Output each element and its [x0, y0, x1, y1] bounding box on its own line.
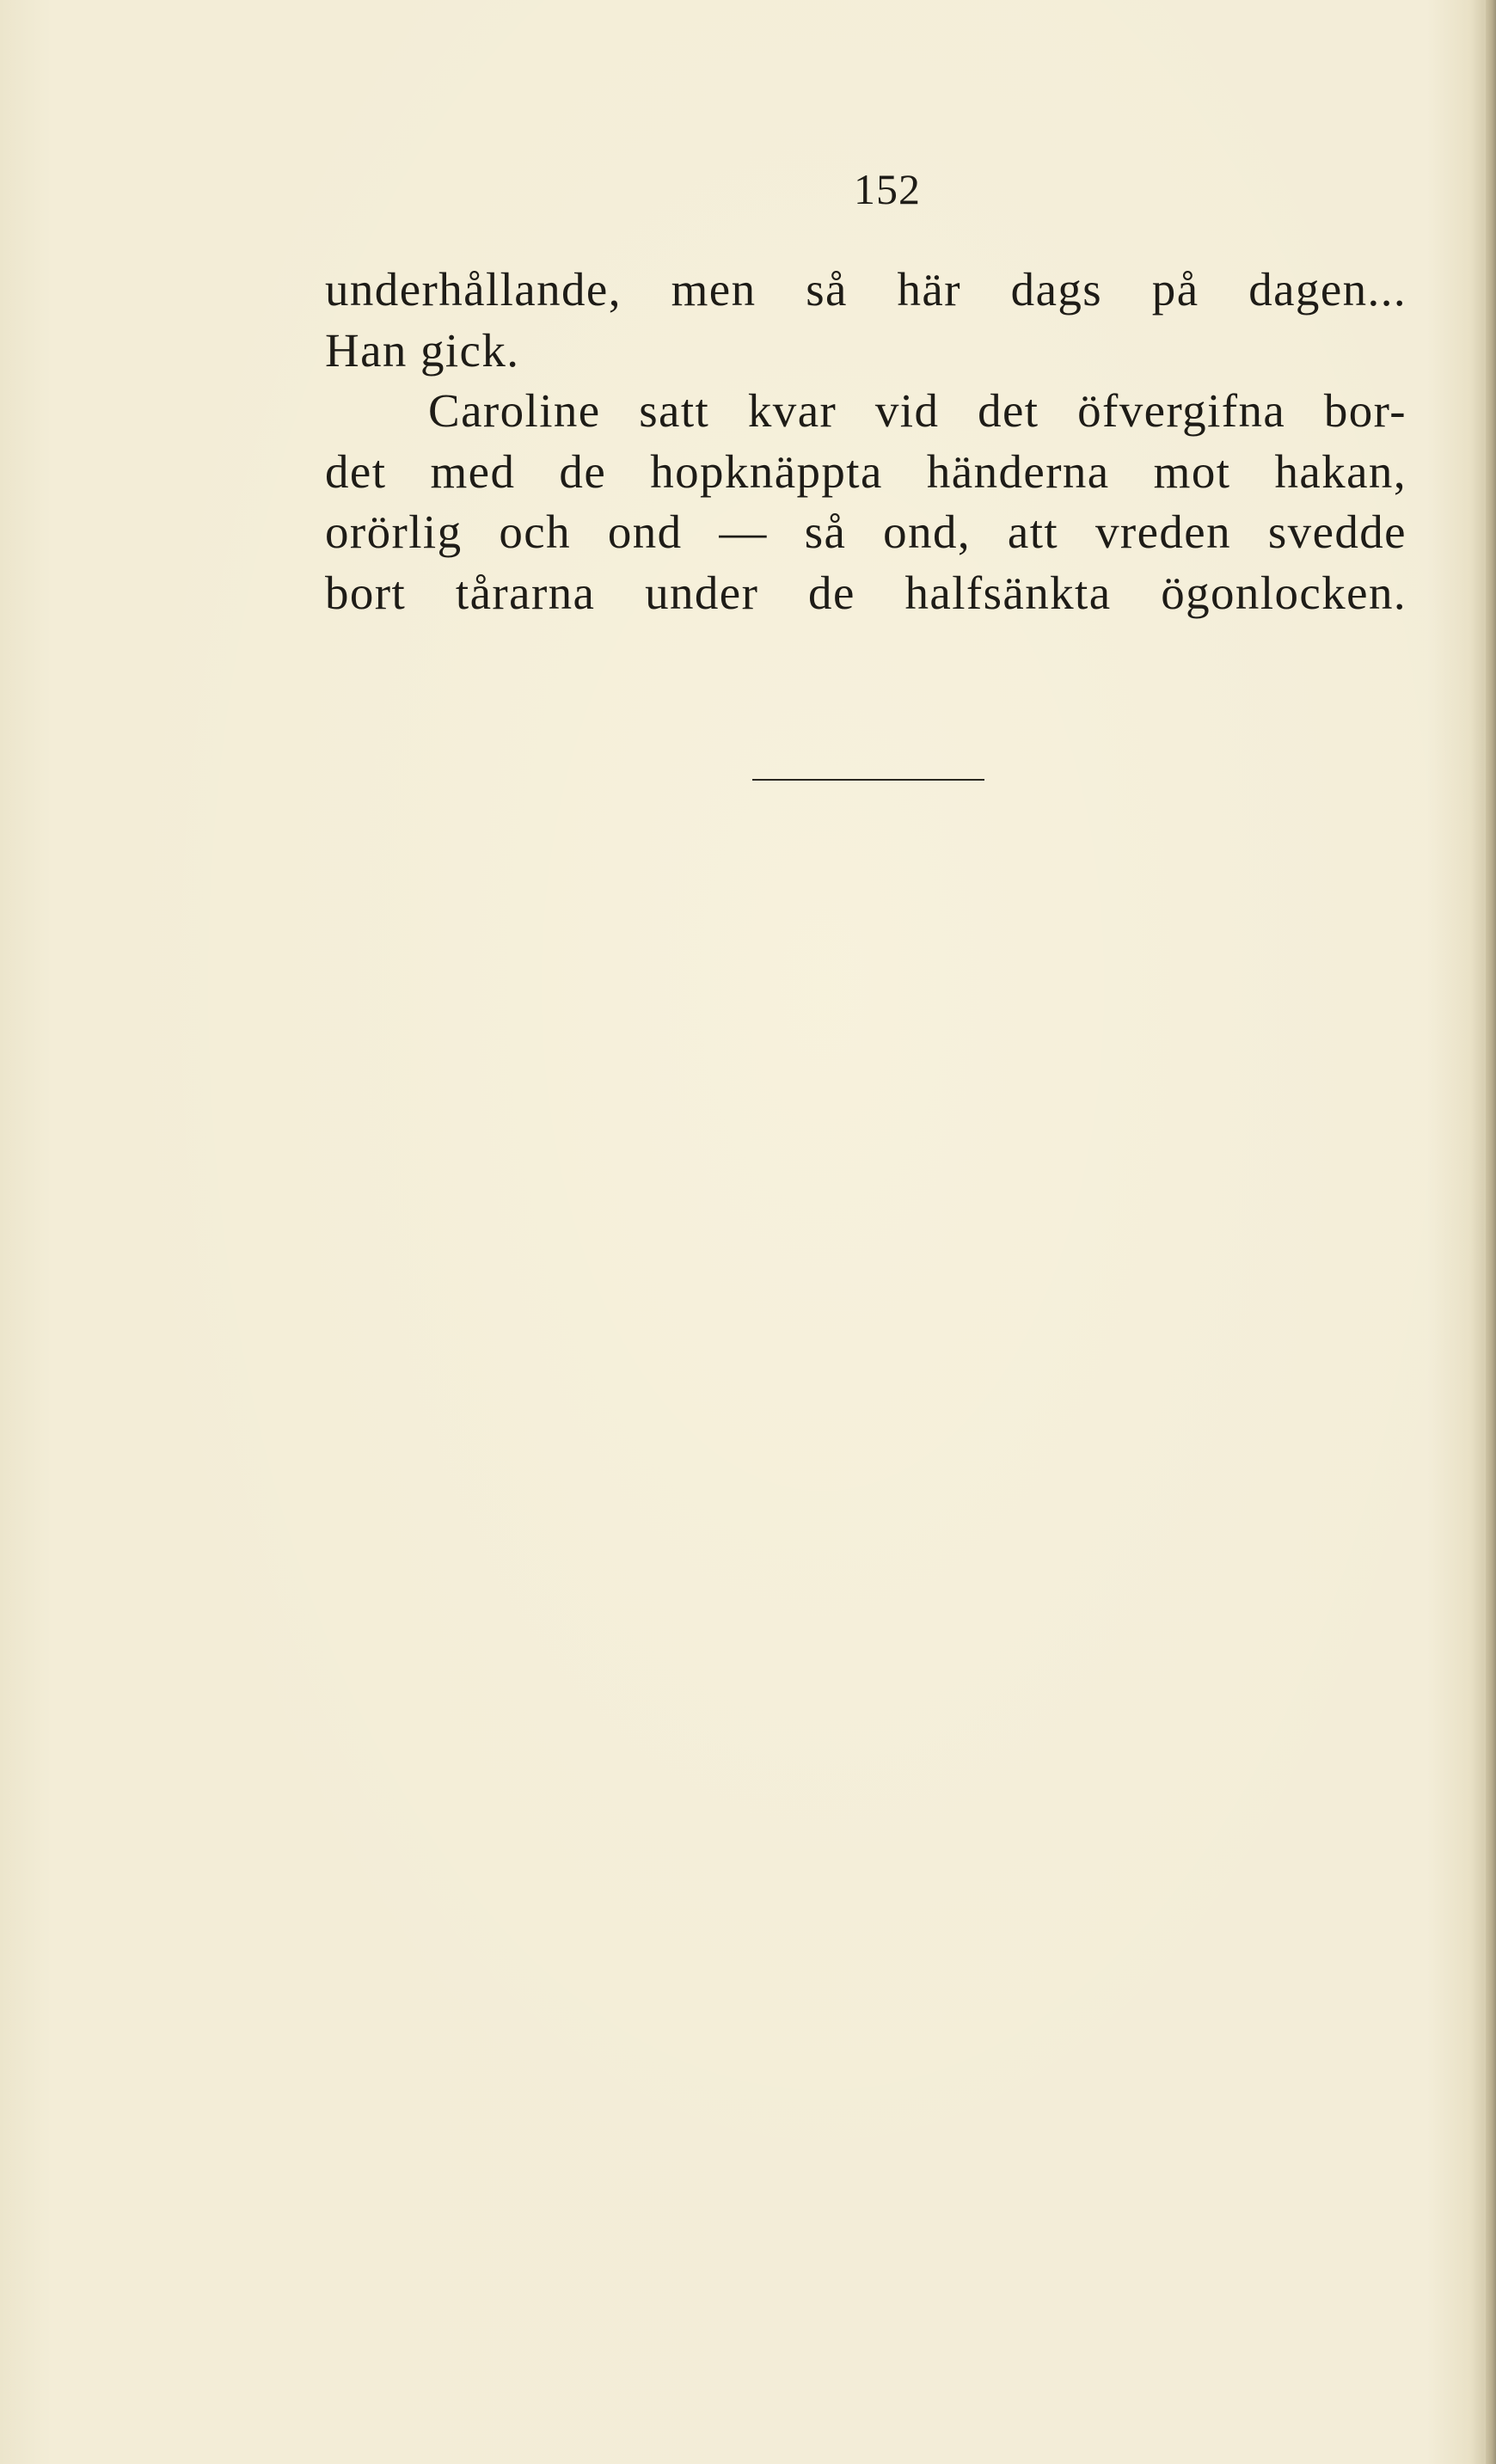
section-divider — [752, 779, 984, 781]
body-text — [325, 260, 1407, 623]
text-line-3: Caroline satt kvar vid det öfvergifna bor- — [428, 384, 1407, 437]
text-line-1: underhållande, men så här dags på dagen... — [325, 263, 1407, 316]
text-line-2: Han gick. — [325, 323, 520, 377]
page-edge — [1486, 0, 1496, 2464]
text-line-6: bort tårarna under de halfsänkta ögonlocken. — [325, 566, 1407, 619]
page-number: 152 — [854, 165, 921, 213]
text-line-4: det med de hopknäppta händerna mot hakan, — [325, 444, 1407, 498]
text-line-5: orörlig och ond — så ond, att vreden svedde — [325, 506, 1407, 558]
